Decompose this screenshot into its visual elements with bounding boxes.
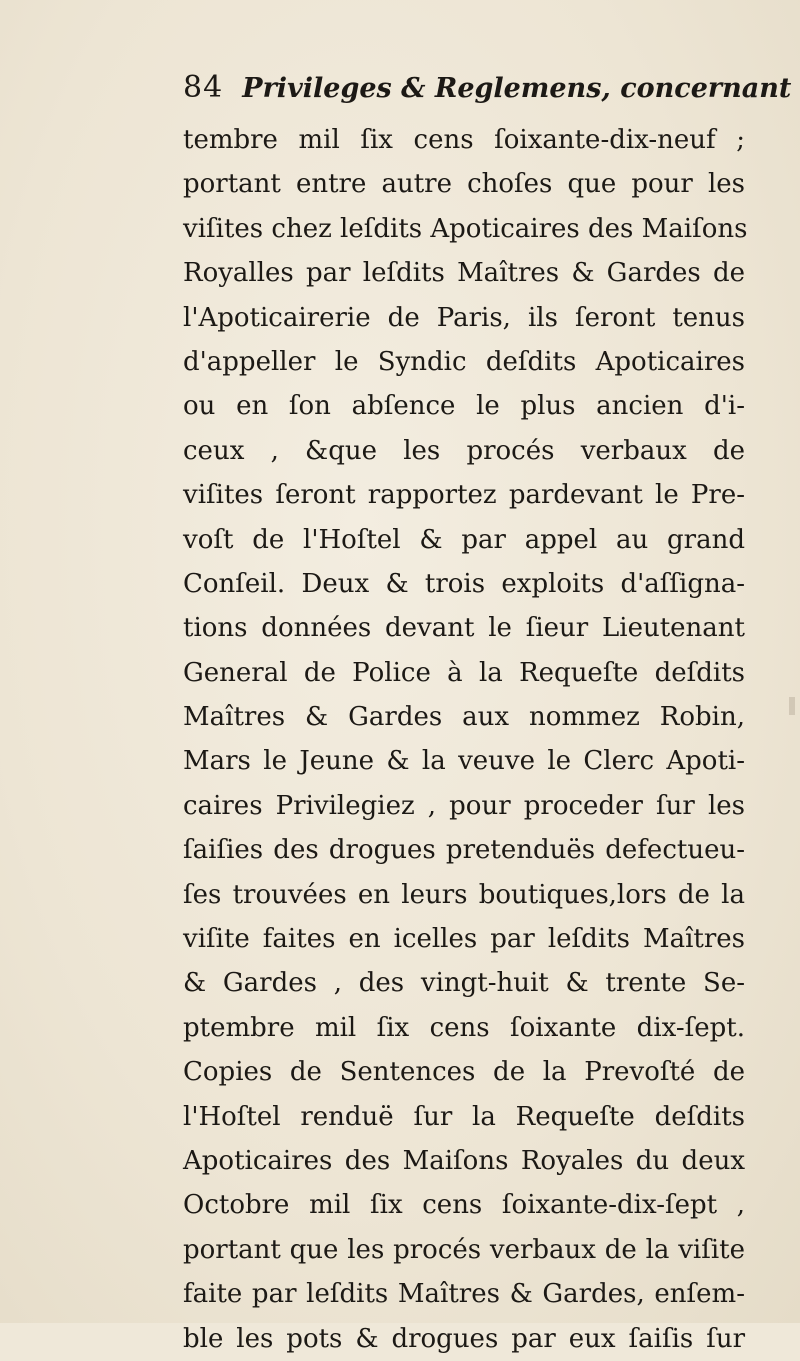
text-line: ble les pots & drogues par eux ſaiſis ſur: [183, 1323, 745, 1354]
page-number: 84: [183, 70, 224, 105]
text-line: voſt de l'Hoſtel & par appel au grand: [183, 524, 745, 555]
text-line: faite par leſdits Maîtres & Gardes, enſem-: [183, 1279, 745, 1310]
text-line: tembre mil ſix cens ſoixante-dix-neuf ;: [183, 125, 745, 155]
text-line: Copies de Sentences de la Prevoſté de: [183, 1057, 745, 1088]
text-line: Maîtres & Gardes aux nommez Robin,: [183, 702, 745, 733]
text-line: ſes trouvées en leurs boutiques,lors de la: [183, 879, 745, 910]
bleed-through-mark: [789, 697, 795, 715]
text-line: Apoticaires des Maiſons Royales du deux: [183, 1145, 745, 1176]
text-line: Mars le Jeune & la veuve le Clerc Apoti-: [183, 746, 745, 777]
text-line: viſite faites en icelles par leſdits Maîtres: [183, 924, 745, 955]
text-line: ptembre mil ſix cens ſoixante dix-ſept.: [183, 1012, 745, 1043]
text-line: ſaiſies des drogues pretenduës defectueu-: [183, 835, 745, 866]
body-text: [183, 118, 748, 1361]
page-header: [183, 70, 792, 120]
text-line: ou en ſon abſence le plus ancien d'i-: [183, 391, 745, 422]
text-line: Octobre mil ſix cens ſoixante-dix-ſept ,: [183, 1190, 745, 1221]
text-line: Conſeil. Deux & trois exploits d'aſſigna-: [183, 568, 745, 599]
text-line: viſites chez leſdits Apoticaires des Maiſons: [183, 213, 748, 244]
text-line: & Gardes , des vingt-huit & trente Se-: [183, 968, 745, 999]
text-line: d'appeller le Syndic deſdits Apoticaires: [183, 346, 745, 377]
text-line: l'Apoticairerie de Paris, ils ſeront tenus: [183, 302, 745, 333]
text-line: portant que les procés verbaux de la viſite: [183, 1234, 745, 1265]
text-line: ceux , &que les procés verbaux de: [183, 435, 745, 466]
text-line: Royalles par leſdits Maîtres & Gardes de: [183, 258, 745, 289]
text-line: l'Hoſtel renduë ſur la Requeſte deſdits: [183, 1101, 745, 1132]
text-line: portant entre autre choſes que pour les: [183, 169, 745, 200]
text-line: caires Privilegiez , pour proceder ſur les: [183, 790, 745, 821]
running-title: Privileges & Reglemens, concernant: [242, 73, 792, 104]
text-line: tions données devant le ſieur Lieutenant: [183, 613, 745, 644]
text-line: viſites ſeront rapportez pardevant le Pre-: [183, 480, 745, 511]
text-line: General de Police à la Requeſte deſdits: [183, 657, 745, 688]
